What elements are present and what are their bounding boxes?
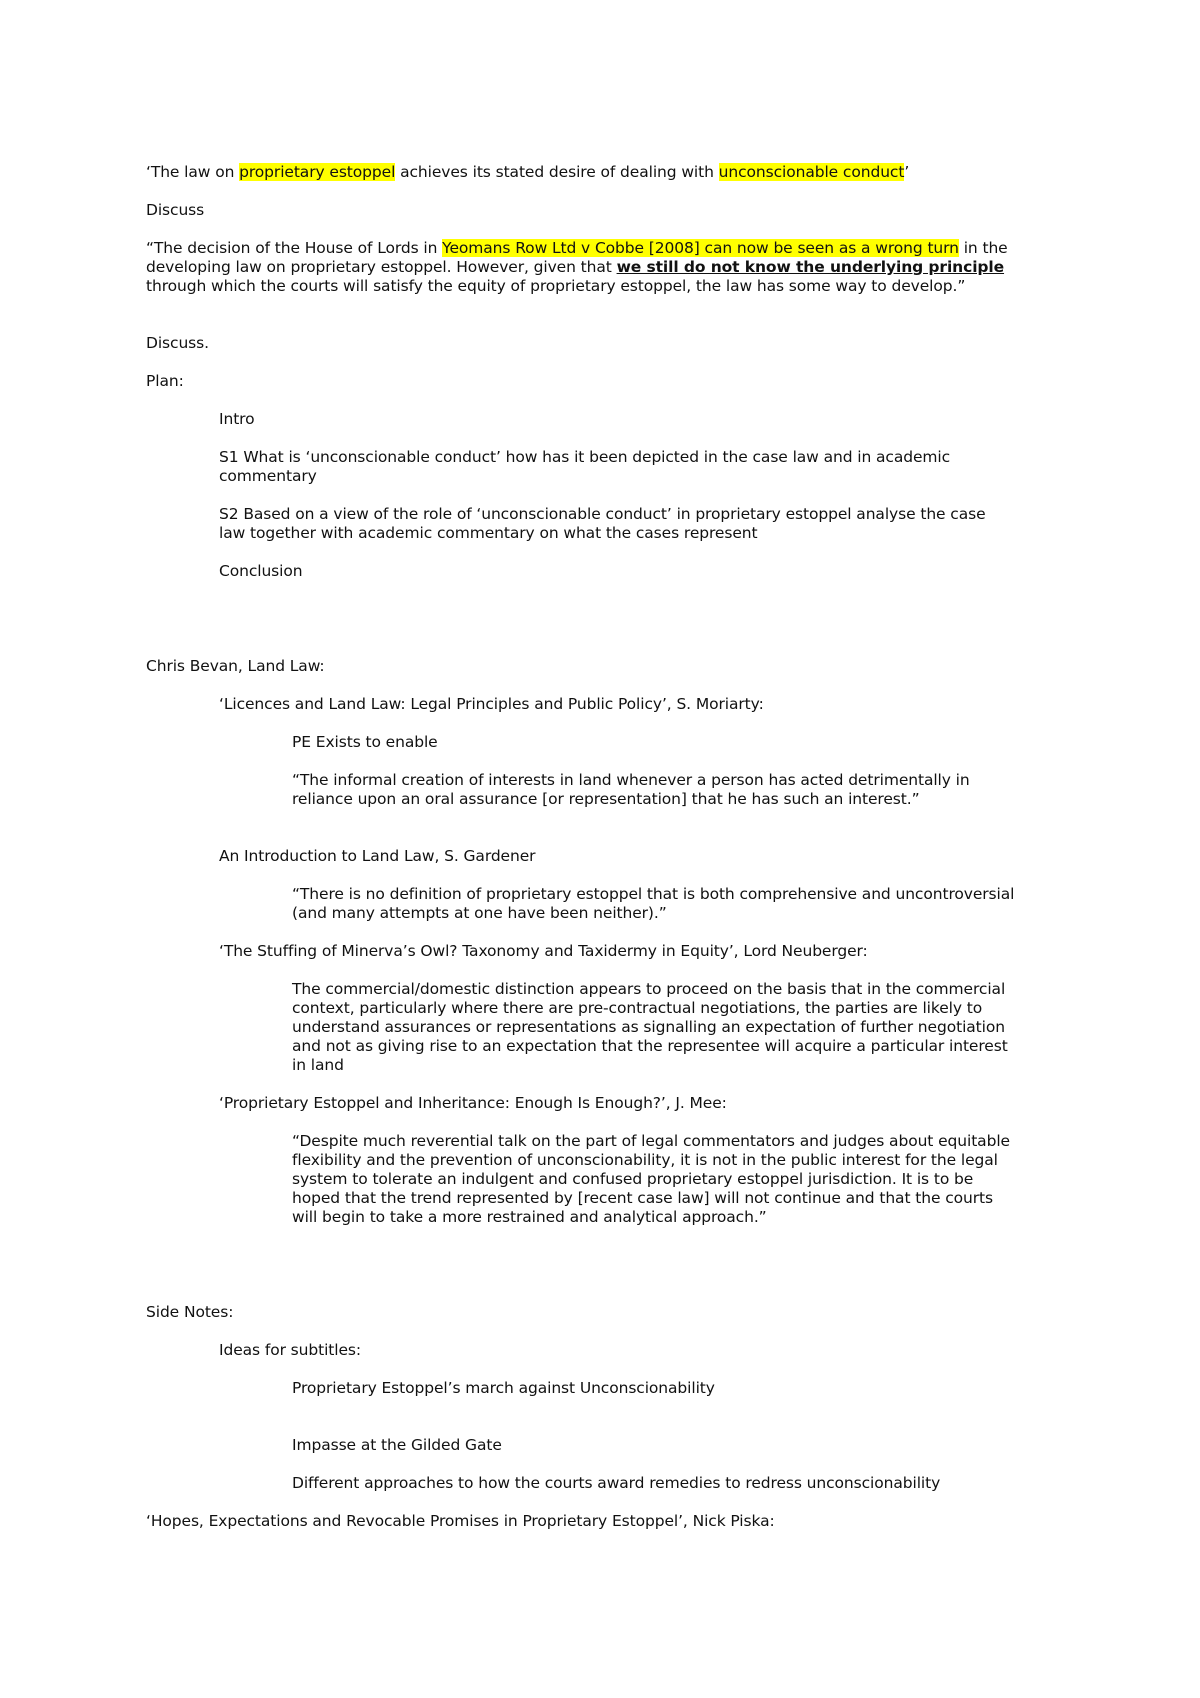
mee-quote-line-5: will begin to take a more restrained and analytical approach.”: [292, 1208, 767, 1226]
gardener-title: An Introduction to Land Law, S. Gardener: [219, 847, 536, 865]
subtitle-idea-3: Different approaches to how the courts award remedies to redress unconscionability: [292, 1474, 941, 1492]
plan-intro: Intro: [219, 410, 255, 428]
subtitle-idea-2: Impasse at the Gilded Gate: [292, 1436, 502, 1454]
mee-quote-line-3: system to tolerate an indulgent and confused proprietary estoppel jurisdiction. It is to be: [292, 1170, 974, 1188]
side-notes-heading: Side Notes:: [146, 1303, 234, 1321]
gardener-quote-line-1: “There is no definition of proprietary estoppel that is both comprehensive and uncontroversial: [292, 885, 1015, 903]
bold-underline-principle: we still do not know the underlying principle: [616, 258, 1005, 276]
ideas-heading: Ideas for subtitles:: [219, 1341, 362, 1359]
mee-title: ‘Proprietary Estoppel and Inheritance: Enough Is Enough?’, J. Mee:: [219, 1094, 727, 1112]
gardener-quote-line-2: (and many attempts at one have been neither).”: [292, 904, 667, 922]
quote-close: ’: [904, 163, 910, 181]
plan-s1-line-2: commentary: [219, 467, 317, 485]
mee-quote-line-4: hoped that the trend represented by [recent case law] will not continue and that the courts: [292, 1189, 993, 1207]
essay-question-2-line-1: [146, 239, 1066, 258]
plan-conclusion: Conclusion: [219, 562, 303, 580]
highlight-unconscionable-conduct: unconscionable conduct: [718, 163, 905, 181]
quote-open: ‘The law on: [146, 163, 240, 181]
plan-heading: Plan:: [146, 372, 184, 390]
highlight-yeomans-row: Yeomans Row Ltd v Cobbe [2008] can now be seen as a wrong turn: [442, 239, 959, 257]
neuberger-quote-line-1: The commercial/domestic distinction appears to proceed on the basis that in the commercial: [292, 980, 1006, 998]
essay-question-1: [146, 163, 1066, 182]
piska-title: ‘Hopes, Expectations and Revocable Promises in Proprietary Estoppel’, Nick Piska:: [146, 1512, 775, 1530]
pe-exists-note: PE Exists to enable: [292, 733, 438, 751]
neuberger-quote-line-3: understand assurances or representations as signalling an expectation of further negotiation: [292, 1018, 1005, 1036]
neuberger-quote-line-2: context, particularly where there are pre-contractual negotiations, the parties are likely to: [292, 999, 983, 1017]
quote-mid: achieves its stated desire of dealing with: [395, 163, 719, 181]
moriarty-title: ‘Licences and Land Law: Legal Principles and Public Policy’, S. Moriarty:: [219, 695, 764, 713]
highlight-proprietary-estoppel: proprietary estoppel: [239, 163, 396, 181]
neuberger-quote-line-4: and not as giving rise to an expectation that the representee will acquire a particular interest: [292, 1037, 1008, 1055]
plan-s1-line-1: S1 What is ‘unconscionable conduct’ how has it been depicted in the case law and in academic: [219, 448, 951, 466]
moriarty-quote-line-2: reliance upon an oral assurance [or representation] that he has such an interest.”: [292, 790, 920, 808]
quote2-text-post: in the: [958, 239, 1008, 257]
bevan-heading: Chris Bevan, Land Law:: [146, 657, 325, 675]
plan-s2-line-1: S2 Based on a view of the role of ‘unconscionable conduct’ in proprietary estoppel analyse the case: [219, 505, 986, 523]
neuberger-quote-line-5: in land: [292, 1056, 344, 1074]
neuberger-title: ‘The Stuffing of Minerva’s Owl? Taxonomy and Taxidermy in Equity’, Lord Neuberger:: [219, 942, 868, 960]
quote2-text: “The decision of the House of Lords in: [146, 239, 443, 257]
discuss-label-2: Discuss.: [146, 334, 209, 352]
plan-s2-line-2: law together with academic commentary on what the cases represent: [219, 524, 758, 542]
essay-question-2-line-3: through which the courts will satisfy the equity of proprietary estoppel, the law has some way to develop.”: [146, 277, 966, 295]
essay-question-2-line-2: [146, 258, 1066, 277]
subtitle-idea-1: Proprietary Estoppel’s march against Unconscionability: [292, 1379, 715, 1397]
moriarty-quote-line-1: “The informal creation of interests in land whenever a person has acted detrimentally in: [292, 771, 970, 789]
quote2-text: developing law on proprietary estoppel. However, given that: [146, 258, 617, 276]
mee-quote-line-2: flexibility and the prevention of unconscionability, it is not in the public interest for the legal: [292, 1151, 998, 1169]
discuss-label-1: Discuss: [146, 201, 205, 219]
mee-quote-line-1: “Despite much reverential talk on the part of legal commentators and judges about equitable: [292, 1132, 1010, 1150]
